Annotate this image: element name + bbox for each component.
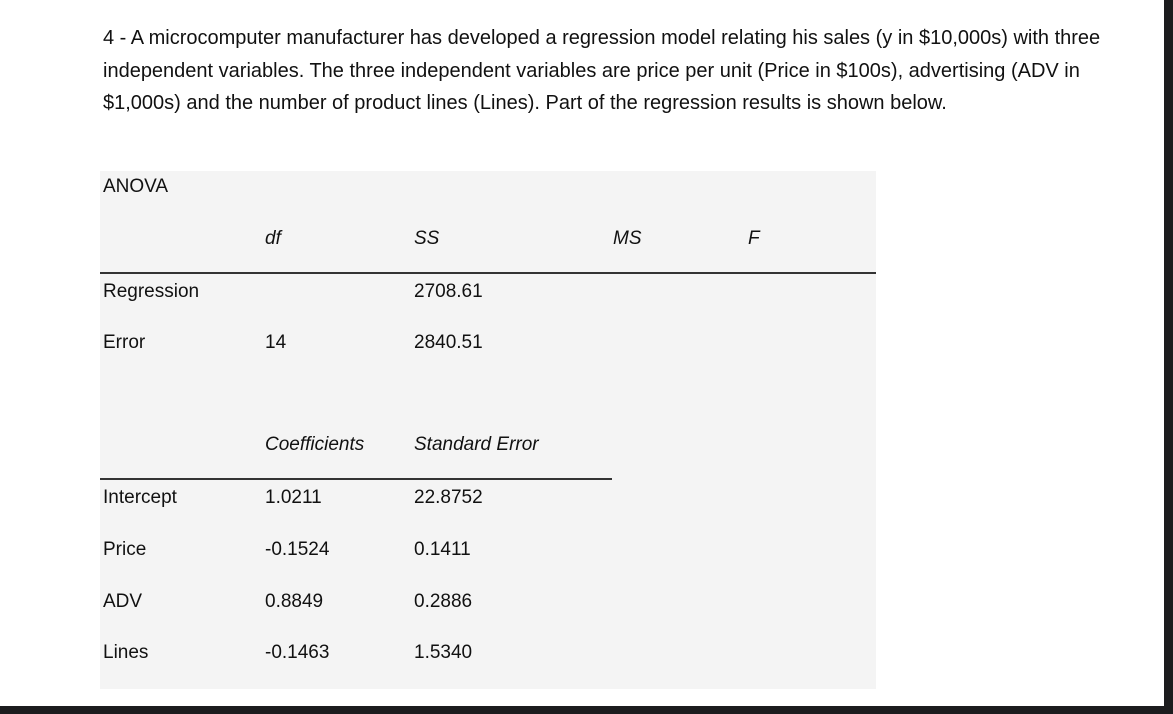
coef-row-intercept-coef: 1.0211 [265,487,322,508]
anova-header-f: F [748,228,760,249]
coef-row-adv-coef: 0.8849 [265,591,324,612]
coef-row-price-se: 0.1411 [414,539,471,560]
coef-row-price-coef: -0.1524 [265,539,330,560]
anova-row-regression-ss: 2708.61 [414,281,483,302]
coef-header-coefficients: Coefficients [265,434,365,455]
coef-row-lines-se: 1.5340 [414,642,473,663]
anova-header-df: df [265,228,281,249]
anova-header-rule [100,272,876,274]
anova-header-ms: MS [613,228,642,249]
coef-row-intercept-se: 22.8752 [414,487,483,508]
coef-header-rule [100,478,612,480]
anova-row-error-ss: 2840.51 [414,332,483,353]
question-text: 4 - A microcomputer manufacturer has developed a regression model relating his sales (y in $10,000s) with three independent variables. The three independent variables are price per unit (Price in $100s), advertising (ADV in $1,000s) and the number of product lines (Lines). Part of the regression results is shown below. [103,27,1101,114]
coef-row-adv-label: ADV [103,591,143,612]
anova-row-error-df: 14 [265,332,287,353]
anova-row-regression-label: Regression [103,281,200,302]
coef-row-intercept-label: Intercept [103,487,177,508]
coef-header-standard-error: Standard Error [414,434,539,455]
bottom-edge-bar [0,706,1173,714]
anova-row-error-label: Error [103,332,146,353]
coef-row-price-label: Price [103,539,147,560]
anova-header-ss: SS [414,228,440,249]
anova-title: ANOVA [103,176,169,197]
coef-row-lines-label: Lines [103,642,149,663]
coef-row-lines-coef: -0.1463 [265,642,330,663]
coef-row-adv-se: 0.2886 [414,591,473,612]
